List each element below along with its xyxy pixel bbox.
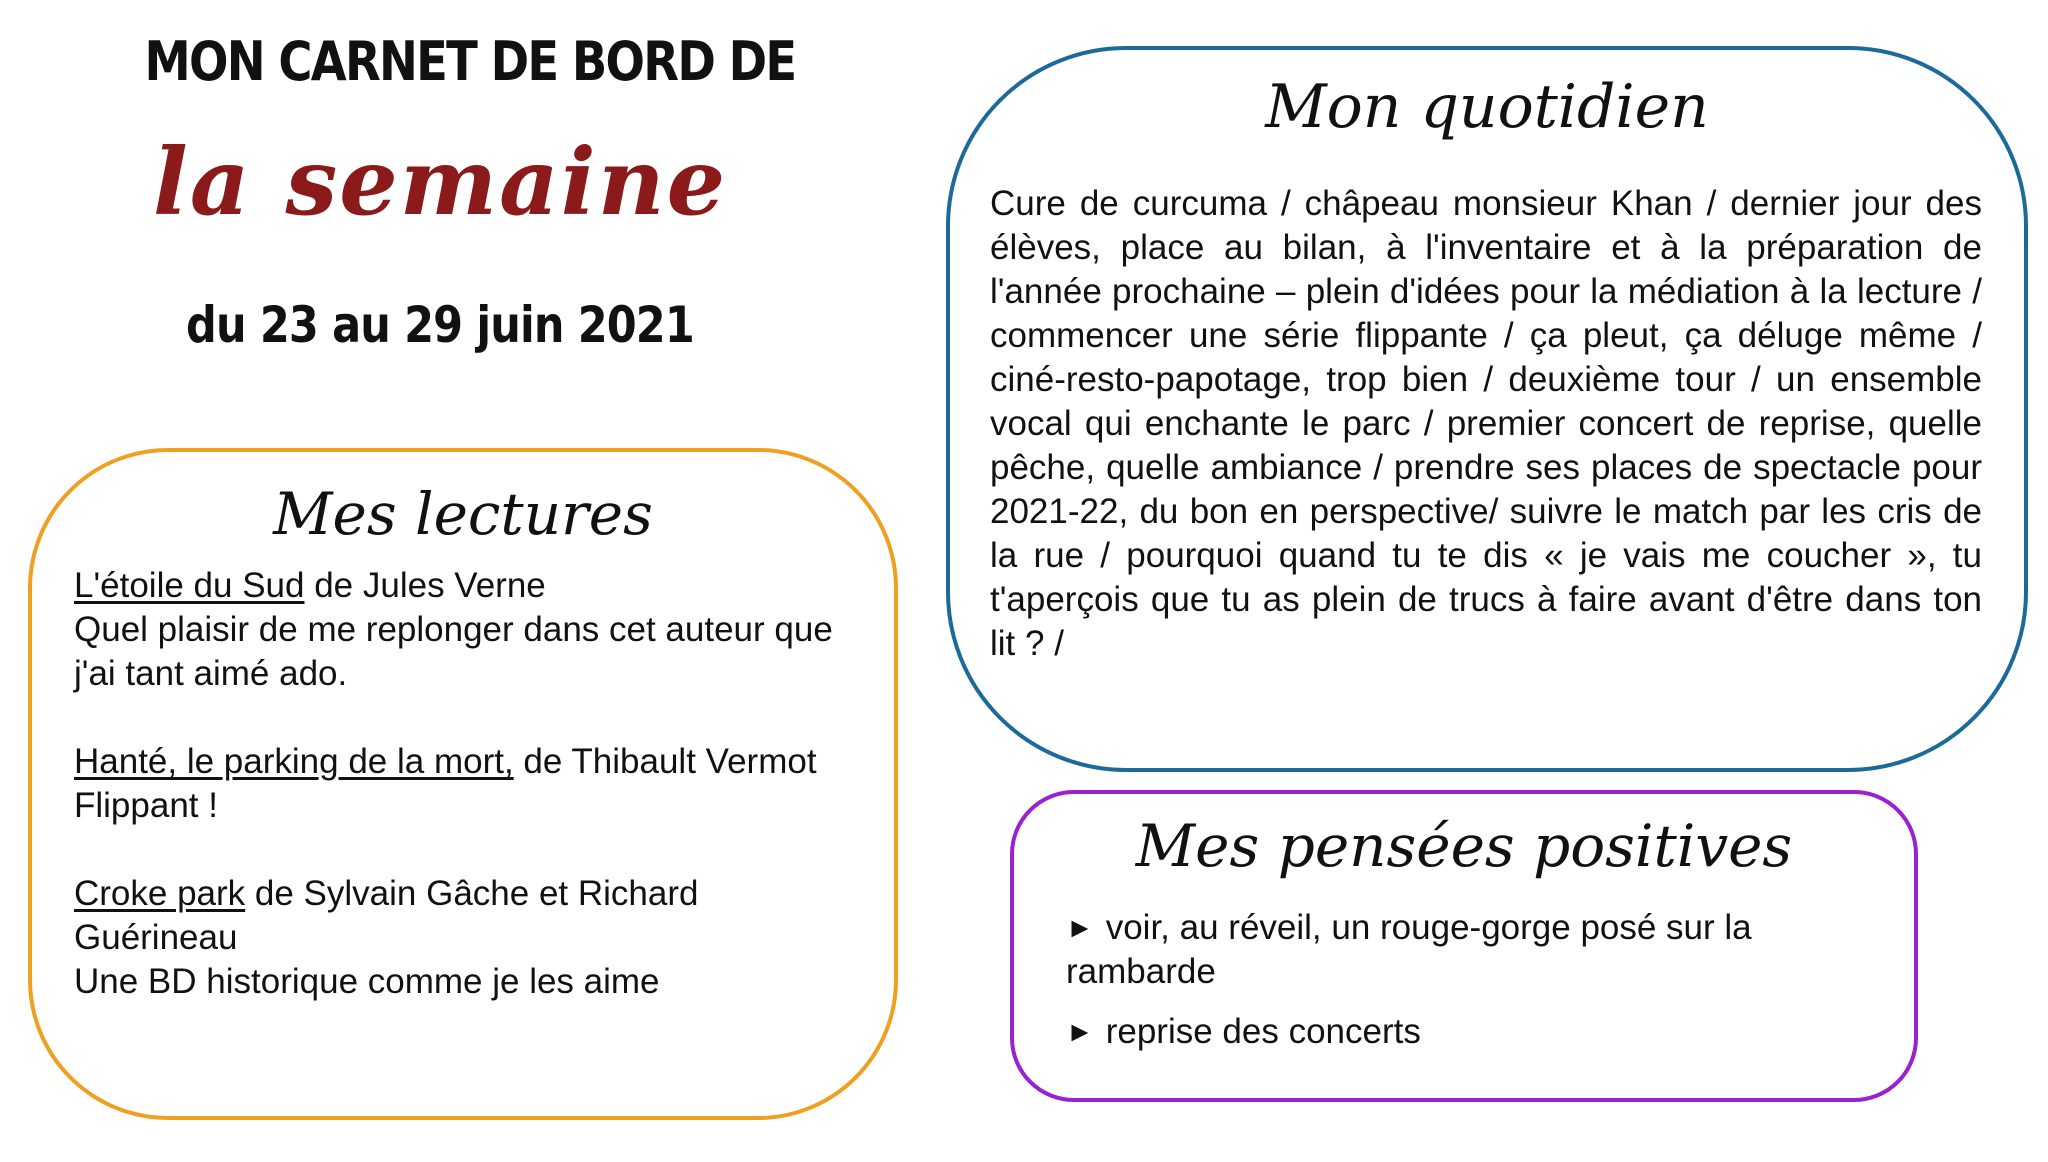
book-title: Hanté, le parking de la mort, xyxy=(74,742,514,781)
book-author: de Sylvain Gâche et Richard Guérineau xyxy=(74,874,699,957)
book-author: de Thibault Vermot xyxy=(513,742,817,781)
arrow-bullet-icon: ► xyxy=(1066,1016,1094,1047)
lectures-panel xyxy=(28,448,898,1120)
lectures-list xyxy=(74,564,864,1048)
list-item xyxy=(1066,906,1886,994)
list-item-text: reprise des concerts xyxy=(1105,1012,1421,1051)
book-author: de Jules Verne xyxy=(304,566,546,605)
book-entry xyxy=(74,740,864,828)
date-range: du 23 au 29 juin 2021 xyxy=(186,296,694,354)
book-comment: Une BD historique comme je les aime xyxy=(74,962,660,1001)
page-subtitle: la semaine xyxy=(152,128,728,236)
page-title: MON CARNET DE BORD DE xyxy=(144,30,796,93)
quotidien-panel xyxy=(946,46,2028,772)
lectures-heading: Mes lectures xyxy=(273,480,653,548)
pensees-list xyxy=(1066,906,1886,1070)
quotidien-text: Cure de curcuma / châpeau monsieur Khan / dernier jour des élèves, place au bilan, à l'inventaire et à la préparation de l'année prochaine – plein d'idées pour la médiation à la lecture / commencer une série flippante / ça pleut, ça déluge même / ciné-resto-papotage, trop bien / deuxième tour / un ensemble vocal qui enchante le parc / premier concert de reprise, quelle pêche, quelle ambiance / prendre ses places de spectacle pour 2021-22, du bon en perspective/ suivre le match par les cris de la rue / pourquoi quand tu te dis « je vais me coucher », tu t'aperçois que tu as plein de trucs à faire avant d'être dans ton lit ? / xyxy=(990,184,1982,663)
book-comment: Flippant ! xyxy=(74,786,218,825)
arrow-bullet-icon: ► xyxy=(1066,912,1094,943)
book-title: L'étoile du Sud xyxy=(74,566,305,605)
book-title: Croke park xyxy=(74,874,246,913)
pensees-heading: Mes pensées positives xyxy=(1135,812,1793,880)
pensees-panel xyxy=(1010,790,1918,1102)
list-item-text: voir, au réveil, un rouge-gorge posé sur la rambarde xyxy=(1066,908,1752,991)
quotidien-heading: Mon quotidien xyxy=(1265,72,1709,142)
book-entry xyxy=(74,872,864,1004)
book-comment: Quel plaisir de me replonger dans cet auteur que j'ai tant aimé ado. xyxy=(74,610,833,693)
book-entry xyxy=(74,564,864,696)
list-item xyxy=(1066,1010,1886,1054)
